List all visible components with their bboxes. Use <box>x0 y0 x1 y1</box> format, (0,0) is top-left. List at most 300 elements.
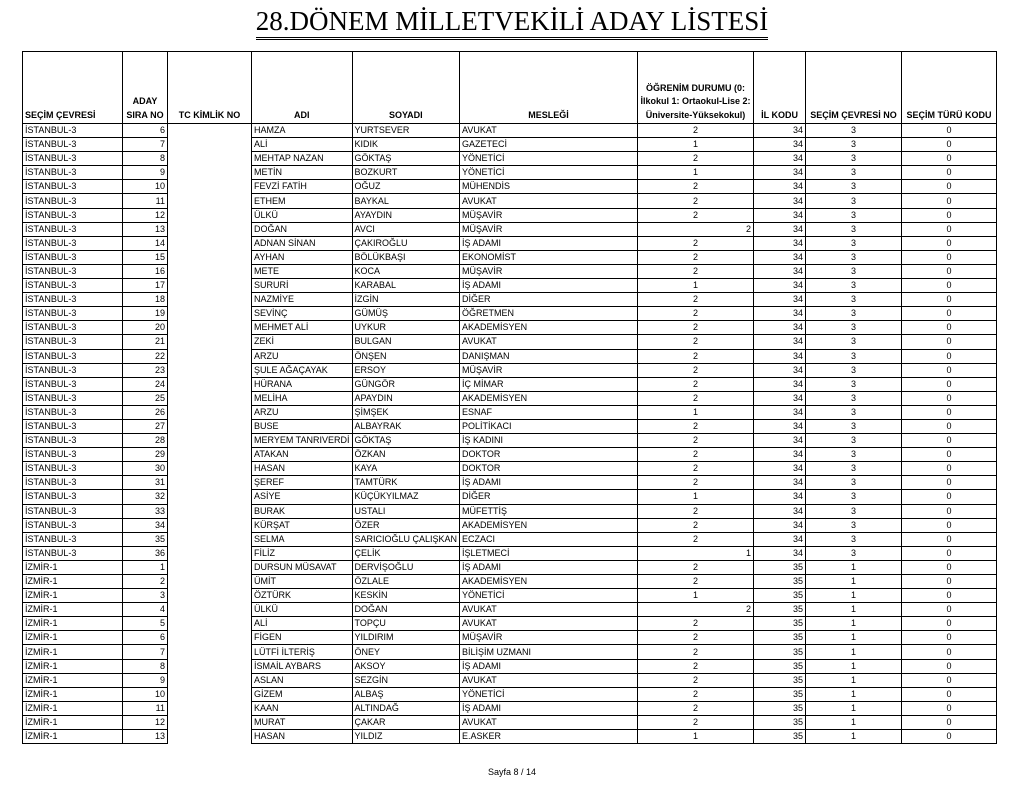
cell-aday-sira-no: 13 <box>123 730 168 744</box>
table-row <box>23 575 997 589</box>
cell-adi: SEVİNÇ <box>252 307 353 321</box>
cell-soyadi: ÖZER <box>352 518 460 532</box>
cell-secim-cevresi: İZMİR-1 <box>23 560 123 574</box>
cell-il-kodu: 34 <box>754 138 806 152</box>
cell-adi: HASAN <box>252 462 353 476</box>
cell-il-kodu: 34 <box>754 264 806 278</box>
cell-aday-sira-no: 31 <box>123 476 168 490</box>
cell-soyadi: ÖNEY <box>352 645 460 659</box>
cell-aday-sira-no: 35 <box>123 532 168 546</box>
cell-meslegi: MÜŞAVİR <box>460 363 638 377</box>
cell-secim-cevresi: İZMİR-1 <box>23 645 123 659</box>
cell-adi: FEVZİ FATİH <box>252 180 353 194</box>
cell-il-kodu: 34 <box>754 222 806 236</box>
cell-meslegi: ECZACI <box>460 532 638 546</box>
cell-soyadi: KAYA <box>352 462 460 476</box>
cell-ogrenim-durumu: 1 <box>638 166 754 180</box>
cell-aday-sira-no: 16 <box>123 264 168 278</box>
cell-tc-kimlik-no <box>168 208 252 222</box>
cell-adi: ARZU <box>252 349 353 363</box>
cell-tc-kimlik-no <box>168 138 252 152</box>
table-body <box>23 124 997 744</box>
cell-il-kodu: 34 <box>754 419 806 433</box>
cell-meslegi: YÖNETİCİ <box>460 152 638 166</box>
cell-adi: ŞEREF <box>252 476 353 490</box>
cell-secim-cevresi: İZMİR-1 <box>23 575 123 589</box>
cell-secim-cevresi-no: 3 <box>806 250 902 264</box>
cell-secim-turu-kodu: 0 <box>902 631 997 645</box>
cell-meslegi: MÜŞAVİR <box>460 222 638 236</box>
cell-meslegi: EKONOMİST <box>460 250 638 264</box>
cell-secim-cevresi-no: 1 <box>806 673 902 687</box>
cell-ogrenim-durumu: 2 <box>638 194 754 208</box>
cell-ogrenim-durumu: 2 <box>638 532 754 546</box>
cell-ogrenim-durumu: 2 <box>638 391 754 405</box>
cell-soyadi: KARABAL <box>352 279 460 293</box>
table-row <box>23 405 997 419</box>
cell-ogrenim-durumu: 2 <box>638 687 754 701</box>
cell-secim-cevresi-no: 3 <box>806 532 902 546</box>
table-row <box>23 673 997 687</box>
cell-aday-sira-no: 19 <box>123 307 168 321</box>
table-row <box>23 603 997 617</box>
cell-il-kodu: 35 <box>754 631 806 645</box>
cell-secim-turu-kodu: 0 <box>902 363 997 377</box>
cell-ogrenim-durumu: 2 <box>638 349 754 363</box>
cell-soyadi: SEZGİN <box>352 673 460 687</box>
cell-secim-cevresi-no: 1 <box>806 659 902 673</box>
cell-secim-cevresi-no: 3 <box>806 152 902 166</box>
cell-soyadi: AVCI <box>352 222 460 236</box>
cell-secim-turu-kodu: 0 <box>902 307 997 321</box>
table-row <box>23 434 997 448</box>
cell-soyadi: YILDIRIM <box>352 631 460 645</box>
cell-adi: ZEKİ <box>252 335 353 349</box>
cell-secim-cevresi-no: 3 <box>806 293 902 307</box>
cell-aday-sira-no: 9 <box>123 673 168 687</box>
cell-secim-cevresi: İSTANBUL-3 <box>23 546 123 560</box>
cell-il-kodu: 34 <box>754 391 806 405</box>
cell-secim-turu-kodu: 0 <box>902 518 997 532</box>
cell-secim-cevresi: İSTANBUL-3 <box>23 166 123 180</box>
table-row <box>23 152 997 166</box>
cell-secim-cevresi-no: 3 <box>806 307 902 321</box>
cell-il-kodu: 34 <box>754 405 806 419</box>
cell-soyadi: BOZKURT <box>352 166 460 180</box>
cell-ogrenim-durumu: 2 <box>638 419 754 433</box>
cell-tc-kimlik-no <box>168 124 252 138</box>
cell-ogrenim-durumu: 2 <box>638 434 754 448</box>
cell-meslegi: AVUKAT <box>460 124 638 138</box>
cell-secim-turu-kodu: 0 <box>902 321 997 335</box>
cell-secim-cevresi-no: 1 <box>806 631 902 645</box>
table-row <box>23 560 997 574</box>
cell-secim-cevresi-no: 1 <box>806 701 902 715</box>
cell-il-kodu: 34 <box>754 434 806 448</box>
cell-ogrenim-durumu: 2 <box>638 264 754 278</box>
cell-il-kodu: 35 <box>754 715 806 729</box>
cell-meslegi: MÜŞAVİR <box>460 264 638 278</box>
cell-secim-cevresi: İZMİR-1 <box>23 589 123 603</box>
cell-secim-turu-kodu: 0 <box>902 462 997 476</box>
cell-secim-cevresi-no: 1 <box>806 575 902 589</box>
cell-secim-turu-kodu: 0 <box>902 293 997 307</box>
cell-tc-kimlik-no <box>168 194 252 208</box>
cell-tc-kimlik-no <box>168 715 252 729</box>
cell-aday-sira-no: 2 <box>123 575 168 589</box>
cell-secim-cevresi-no: 3 <box>806 546 902 560</box>
cell-il-kodu: 35 <box>754 575 806 589</box>
cell-adi: FİGEN <box>252 631 353 645</box>
cell-aday-sira-no: 14 <box>123 236 168 250</box>
cell-ogrenim-durumu: 2 <box>638 617 754 631</box>
cell-ogrenim-durumu: 2 <box>638 293 754 307</box>
cell-adi: MERYEM TANRIVERDİ <box>252 434 353 448</box>
cell-ogrenim-durumu: 2 <box>638 715 754 729</box>
cell-tc-kimlik-no <box>168 673 252 687</box>
cell-aday-sira-no: 26 <box>123 405 168 419</box>
table-row <box>23 701 997 715</box>
cell-secim-cevresi-no: 3 <box>806 208 902 222</box>
cell-tc-kimlik-no <box>168 264 252 278</box>
cell-adi: HAMZA <box>252 124 353 138</box>
cell-il-kodu: 34 <box>754 476 806 490</box>
cell-secim-turu-kodu: 0 <box>902 701 997 715</box>
header-secim-turu-kodu: SEÇİM TÜRÜ KODU <box>902 52 997 124</box>
cell-il-kodu: 34 <box>754 124 806 138</box>
cell-il-kodu: 34 <box>754 546 806 560</box>
cell-tc-kimlik-no <box>168 335 252 349</box>
cell-soyadi: GÜMÜŞ <box>352 307 460 321</box>
cell-tc-kimlik-no <box>168 687 252 701</box>
cell-soyadi: KESKİN <box>352 589 460 603</box>
cell-meslegi: İŞ KADINI <box>460 434 638 448</box>
cell-soyadi: ÖNŞEN <box>352 349 460 363</box>
cell-soyadi: KÜÇÜKYILMAZ <box>352 490 460 504</box>
cell-il-kodu: 34 <box>754 504 806 518</box>
cell-secim-cevresi-no: 3 <box>806 363 902 377</box>
cell-aday-sira-no: 13 <box>123 222 168 236</box>
table-row <box>23 504 997 518</box>
cell-secim-cevresi: İSTANBUL-3 <box>23 250 123 264</box>
cell-il-kodu: 34 <box>754 307 806 321</box>
cell-secim-cevresi: İSTANBUL-3 <box>23 208 123 222</box>
cell-adi: ALİ <box>252 138 353 152</box>
cell-adi: LÜTFİ İLTERİŞ <box>252 645 353 659</box>
cell-secim-cevresi-no: 3 <box>806 194 902 208</box>
cell-secim-turu-kodu: 0 <box>902 673 997 687</box>
cell-aday-sira-no: 18 <box>123 293 168 307</box>
table-row <box>23 546 997 560</box>
cell-aday-sira-no: 8 <box>123 152 168 166</box>
cell-adi: DURSUN MÜSAVAT <box>252 560 353 574</box>
table-row <box>23 462 997 476</box>
cell-secim-cevresi-no: 3 <box>806 279 902 293</box>
cell-meslegi: DİĞER <box>460 293 638 307</box>
cell-secim-turu-kodu: 0 <box>902 250 997 264</box>
cell-tc-kimlik-no <box>168 490 252 504</box>
cell-aday-sira-no: 25 <box>123 391 168 405</box>
cell-adi: ŞULE AĞAÇAYAK <box>252 363 353 377</box>
cell-ogrenim-durumu: 1 <box>638 589 754 603</box>
cell-adi: ÜMİT <box>252 575 353 589</box>
cell-il-kodu: 35 <box>754 617 806 631</box>
cell-soyadi: ŞİMŞEK <box>352 405 460 419</box>
cell-tc-kimlik-no <box>168 152 252 166</box>
cell-aday-sira-no: 22 <box>123 349 168 363</box>
cell-adi: ASİYE <box>252 490 353 504</box>
cell-meslegi: AVUKAT <box>460 617 638 631</box>
cell-soyadi: YURTSEVER <box>352 124 460 138</box>
cell-meslegi: MÜŞAVİR <box>460 208 638 222</box>
table-row <box>23 363 997 377</box>
cell-ogrenim-durumu: 2 <box>638 645 754 659</box>
cell-ogrenim-durumu: 2 <box>638 631 754 645</box>
cell-aday-sira-no: 15 <box>123 250 168 264</box>
cell-secim-turu-kodu: 0 <box>902 687 997 701</box>
cell-adi: GİZEM <box>252 687 353 701</box>
cell-tc-kimlik-no <box>168 166 252 180</box>
table-row <box>23 419 997 433</box>
table-row <box>23 293 997 307</box>
cell-ogrenim-durumu: 2 <box>638 236 754 250</box>
cell-il-kodu: 34 <box>754 377 806 391</box>
cell-secim-cevresi: İSTANBUL-3 <box>23 532 123 546</box>
cell-soyadi: ALBAŞ <box>352 687 460 701</box>
cell-ogrenim-durumu: 1 <box>638 730 754 744</box>
cell-tc-kimlik-no <box>168 222 252 236</box>
cell-aday-sira-no: 24 <box>123 377 168 391</box>
cell-soyadi: KOCA <box>352 264 460 278</box>
cell-secim-cevresi: İSTANBUL-3 <box>23 377 123 391</box>
cell-ogrenim-durumu: 2 <box>638 250 754 264</box>
candidate-table <box>22 51 997 744</box>
cell-adi: BUSE <box>252 419 353 433</box>
cell-il-kodu: 35 <box>754 589 806 603</box>
cell-tc-kimlik-no <box>168 279 252 293</box>
cell-ogrenim-durumu: 2 <box>638 377 754 391</box>
cell-secim-cevresi: İSTANBUL-3 <box>23 462 123 476</box>
cell-tc-kimlik-no <box>168 434 252 448</box>
cell-aday-sira-no: 7 <box>123 645 168 659</box>
cell-tc-kimlik-no <box>168 180 252 194</box>
cell-soyadi: AYAYDIN <box>352 208 460 222</box>
cell-meslegi: MÜŞAVİR <box>460 631 638 645</box>
cell-secim-cevresi-no: 3 <box>806 504 902 518</box>
cell-aday-sira-no: 10 <box>123 687 168 701</box>
table-row <box>23 138 997 152</box>
cell-il-kodu: 34 <box>754 335 806 349</box>
cell-secim-cevresi: İSTANBUL-3 <box>23 152 123 166</box>
cell-secim-cevresi: İZMİR-1 <box>23 631 123 645</box>
cell-il-kodu: 34 <box>754 152 806 166</box>
page-footer: Sayfa 8 / 14 <box>487 767 537 777</box>
cell-ogrenim-durumu: 2 <box>638 180 754 194</box>
cell-secim-cevresi-no: 3 <box>806 236 902 250</box>
cell-secim-turu-kodu: 0 <box>902 560 997 574</box>
cell-secim-turu-kodu: 0 <box>902 124 997 138</box>
cell-secim-cevresi-no: 3 <box>806 321 902 335</box>
cell-secim-cevresi: İSTANBUL-3 <box>23 180 123 194</box>
cell-il-kodu: 34 <box>754 208 806 222</box>
cell-aday-sira-no: 8 <box>123 659 168 673</box>
header-secim-cevresi: SEÇİM ÇEVRESİ <box>23 52 123 124</box>
cell-adi: ÜLKÜ <box>252 603 353 617</box>
cell-meslegi: E.ASKER <box>460 730 638 744</box>
cell-tc-kimlik-no <box>168 617 252 631</box>
cell-tc-kimlik-no <box>168 730 252 744</box>
cell-secim-cevresi-no: 1 <box>806 645 902 659</box>
cell-meslegi: İÇ MİMAR <box>460 377 638 391</box>
cell-secim-turu-kodu: 0 <box>902 730 997 744</box>
cell-secim-turu-kodu: 0 <box>902 589 997 603</box>
cell-meslegi: ÖĞRETMEN <box>460 307 638 321</box>
cell-il-kodu: 34 <box>754 532 806 546</box>
cell-il-kodu: 35 <box>754 687 806 701</box>
cell-secim-turu-kodu: 0 <box>902 391 997 405</box>
cell-ogrenim-durumu: 2 <box>638 603 754 617</box>
cell-secim-cevresi-no: 1 <box>806 687 902 701</box>
cell-meslegi: YÖNETİCİ <box>460 589 638 603</box>
cell-adi: NAZMİYE <box>252 293 353 307</box>
cell-adi: ADNAN SİNAN <box>252 236 353 250</box>
cell-meslegi: AKADEMİSYEN <box>460 321 638 335</box>
table-row <box>23 687 997 701</box>
header-soyadi: SOYADI <box>352 52 460 124</box>
cell-soyadi: GÜNGÖR <box>352 377 460 391</box>
cell-adi: HASAN <box>252 730 353 744</box>
cell-aday-sira-no: 20 <box>123 321 168 335</box>
header-row <box>23 52 997 124</box>
cell-il-kodu: 35 <box>754 603 806 617</box>
header-adi: ADI <box>252 52 353 124</box>
table-row <box>23 279 997 293</box>
cell-aday-sira-no: 6 <box>123 124 168 138</box>
cell-secim-cevresi-no: 3 <box>806 419 902 433</box>
cell-secim-cevresi-no: 3 <box>806 434 902 448</box>
cell-meslegi: GAZETECİ <box>460 138 638 152</box>
cell-tc-kimlik-no <box>168 307 252 321</box>
cell-secim-cevresi: İSTANBUL-3 <box>23 391 123 405</box>
cell-tc-kimlik-no <box>168 575 252 589</box>
cell-secim-cevresi-no: 1 <box>806 617 902 631</box>
cell-secim-cevresi-no: 3 <box>806 335 902 349</box>
cell-aday-sira-no: 1 <box>123 560 168 574</box>
cell-secim-cevresi-no: 3 <box>806 124 902 138</box>
cell-secim-cevresi-no: 3 <box>806 166 902 180</box>
cell-tc-kimlik-no <box>168 659 252 673</box>
cell-ogrenim-durumu: 1 <box>638 405 754 419</box>
cell-secim-turu-kodu: 0 <box>902 349 997 363</box>
cell-ogrenim-durumu: 2 <box>638 560 754 574</box>
cell-meslegi: İŞLETMECİ <box>460 546 638 560</box>
cell-soyadi: BAYKAL <box>352 194 460 208</box>
cell-soyadi: KIDIK <box>352 138 460 152</box>
cell-meslegi: DOKTOR <box>460 462 638 476</box>
cell-secim-turu-kodu: 0 <box>902 448 997 462</box>
cell-il-kodu: 34 <box>754 321 806 335</box>
table-row <box>23 532 997 546</box>
cell-aday-sira-no: 23 <box>123 363 168 377</box>
cell-meslegi: AKADEMİSYEN <box>460 575 638 589</box>
cell-adi: SURURİ <box>252 279 353 293</box>
cell-secim-turu-kodu: 0 <box>902 504 997 518</box>
cell-adi: ÜLKÜ <box>252 208 353 222</box>
cell-aday-sira-no: 32 <box>123 490 168 504</box>
cell-secim-cevresi: İSTANBUL-3 <box>23 490 123 504</box>
cell-adi: MEHTAP NAZAN <box>252 152 353 166</box>
table-row <box>23 715 997 729</box>
cell-secim-cevresi: İZMİR-1 <box>23 701 123 715</box>
cell-secim-cevresi-no: 3 <box>806 222 902 236</box>
cell-soyadi: SARICIOĞLU ÇALIŞKAN <box>352 532 460 546</box>
cell-soyadi: ÖZKAN <box>352 448 460 462</box>
table-row <box>23 448 997 462</box>
table-row <box>23 349 997 363</box>
cell-secim-cevresi: İSTANBUL-3 <box>23 335 123 349</box>
table-row <box>23 321 997 335</box>
cell-adi: AYHAN <box>252 250 353 264</box>
cell-ogrenim-durumu: 2 <box>638 124 754 138</box>
cell-adi: ASLAN <box>252 673 353 687</box>
cell-secim-cevresi-no: 1 <box>806 715 902 729</box>
cell-adi: HÜRANA <box>252 377 353 391</box>
cell-tc-kimlik-no <box>168 462 252 476</box>
cell-soyadi: DOĞAN <box>352 603 460 617</box>
cell-secim-cevresi: İSTANBUL-3 <box>23 321 123 335</box>
cell-aday-sira-no: 33 <box>123 504 168 518</box>
cell-secim-turu-kodu: 0 <box>902 208 997 222</box>
cell-secim-cevresi: İSTANBUL-3 <box>23 476 123 490</box>
table-row <box>23 335 997 349</box>
cell-ogrenim-durumu: 2 <box>638 701 754 715</box>
cell-secim-turu-kodu: 0 <box>902 617 997 631</box>
cell-adi: ARZU <box>252 405 353 419</box>
cell-ogrenim-durumu: 2 <box>638 222 754 236</box>
cell-aday-sira-no: 21 <box>123 335 168 349</box>
cell-soyadi: İZGİN <box>352 293 460 307</box>
cell-soyadi: GÖKTAŞ <box>352 152 460 166</box>
table-row <box>23 617 997 631</box>
cell-secim-cevresi: İZMİR-1 <box>23 617 123 631</box>
cell-il-kodu: 34 <box>754 349 806 363</box>
cell-soyadi: YILDIZ <box>352 730 460 744</box>
page-title-text: 28.DÖNEM MİLLETVEKİLİ ADAY LİSTESİ <box>256 6 768 40</box>
table-row <box>23 645 997 659</box>
cell-adi: ETHEM <box>252 194 353 208</box>
cell-meslegi: AVUKAT <box>460 715 638 729</box>
cell-meslegi: BİLİŞİM UZMANI <box>460 645 638 659</box>
cell-adi: KÜRŞAT <box>252 518 353 532</box>
cell-secim-turu-kodu: 0 <box>902 575 997 589</box>
cell-secim-cevresi-no: 1 <box>806 730 902 744</box>
cell-tc-kimlik-no <box>168 560 252 574</box>
cell-ogrenim-durumu: 2 <box>638 504 754 518</box>
cell-ogrenim-durumu: 2 <box>638 659 754 673</box>
cell-tc-kimlik-no <box>168 321 252 335</box>
cell-tc-kimlik-no <box>168 419 252 433</box>
cell-meslegi: AKADEMİSYEN <box>460 391 638 405</box>
table-row <box>23 166 997 180</box>
cell-secim-turu-kodu: 0 <box>902 419 997 433</box>
cell-soyadi: ALTINDAĞ <box>352 701 460 715</box>
cell-il-kodu: 35 <box>754 701 806 715</box>
cell-adi: KAAN <box>252 701 353 715</box>
cell-secim-cevresi: İSTANBUL-3 <box>23 138 123 152</box>
cell-secim-cevresi-no: 3 <box>806 476 902 490</box>
cell-il-kodu: 34 <box>754 293 806 307</box>
table-row <box>23 490 997 504</box>
